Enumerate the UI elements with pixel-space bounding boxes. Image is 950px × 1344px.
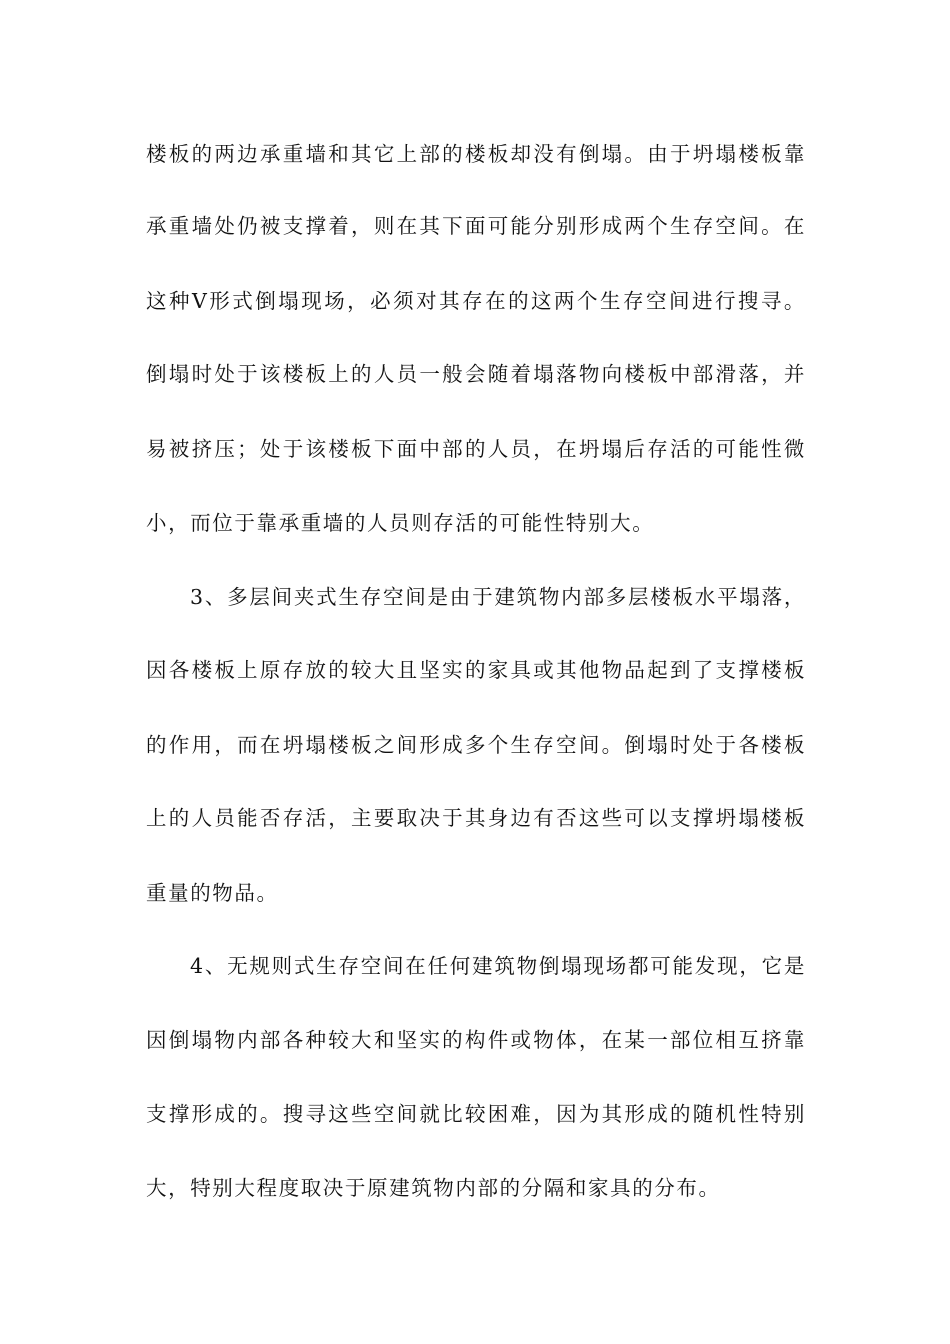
text-line: 3、多层间夹式生存空间是由于建筑物内部多层楼板水平塌落， [190,585,806,609]
text-line: 支撑形成的。搜寻这些空间就比较困难，因为其形成的随机性特别 [146,1102,806,1126]
text-line: 易被挤压；处于该楼板下面中部的人员，在坍塌后存活的可能性微 [146,437,806,461]
text-line: 重量的物品。 [146,881,279,905]
text-line: 4、无规则式生存空间在任何建筑物倒塌现场都可能发现，它是 [190,954,806,978]
text-line: 这种V形式倒塌现场，必须对其存在的这两个生存空间进行搜寻。 [146,289,806,313]
text-line: 承重墙处仍被支撑着，则在其下面可能分别形成两个生存空间。在 [146,214,806,238]
text-line: 倒塌时处于该楼板上的人员一般会随着塌落物向楼板中部滑落，并 [146,362,806,386]
text-line: 因倒塌物内部各种较大和坚实的构件或物体，在某一部位相互挤靠 [146,1028,806,1052]
text-line: 的作用，而在坍塌楼板之间形成多个生存空间。倒塌时处于各楼板 [146,733,806,757]
text-line: 因各楼板上原存放的较大且坚实的家具或其他物品起到了支撑楼板 [146,658,806,682]
text-line: 上的人员能否存活，主要取决于其身边有否这些可以支撑坍塌楼板 [146,806,806,830]
text-line: 大，特别大程度取决于原建筑物内部的分隔和家具的分布。 [146,1176,721,1200]
text-line: 小，而位于靠承重墙的人员则存活的可能性特别大。 [146,511,655,535]
text-line: 楼板的两边承重墙和其它上部的楼板却没有倒塌。由于坍塌楼板靠 [146,142,806,166]
